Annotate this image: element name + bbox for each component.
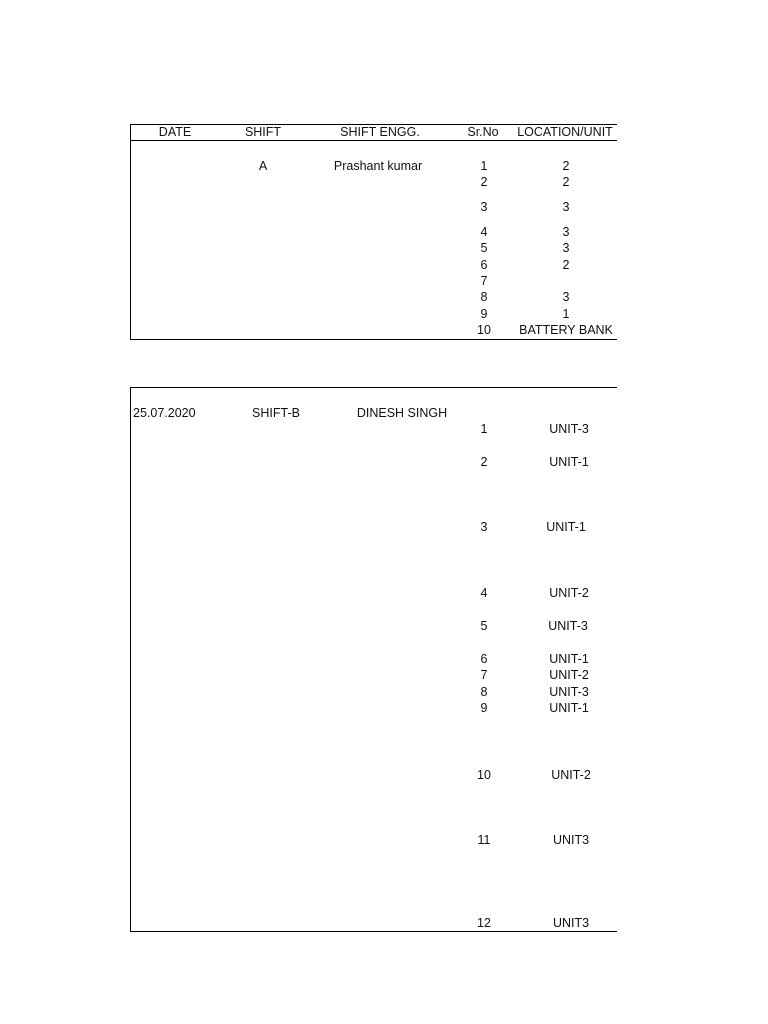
row-srno: 1 <box>480 159 488 173</box>
row-srno: 10 <box>477 323 491 337</box>
row-srno: 2 <box>480 455 488 469</box>
row-srno: 8 <box>480 685 488 699</box>
shift-a-table <box>130 124 617 340</box>
row-srno: 12 <box>477 916 491 930</box>
row-location: UNIT-1 <box>549 652 589 666</box>
row-srno: 9 <box>480 307 488 321</box>
header-date: DATE <box>158 125 192 139</box>
row-srno: 9 <box>480 701 488 715</box>
row-srno: 2 <box>480 175 488 189</box>
row-srno: 6 <box>480 652 488 666</box>
row-srno: 10 <box>477 768 491 782</box>
row-srno: 7 <box>480 274 488 288</box>
row-srno: 11 <box>477 833 491 847</box>
row-srno: 5 <box>480 241 488 255</box>
row-srno: 6 <box>480 258 488 272</box>
engineer-name: DINESH SINGH <box>356 406 448 420</box>
header-shift: SHIFT <box>244 125 282 139</box>
row-location: UNIT-2 <box>549 586 589 600</box>
header-srno: Sr.No <box>467 125 499 139</box>
row-location: UNIT3 <box>552 833 590 847</box>
row-location: 2 <box>562 175 570 189</box>
row-srno: 8 <box>480 290 488 304</box>
row-location: 2 <box>562 258 570 272</box>
shift-b-table <box>130 387 617 932</box>
row-location: UNIT-1 <box>549 455 589 469</box>
row-location: 1 <box>562 307 570 321</box>
row-srno: 5 <box>480 619 488 633</box>
row-srno: 4 <box>480 586 488 600</box>
row-location: BATTERY BANK <box>519 323 613 337</box>
row-location: UNIT-2 <box>549 668 589 682</box>
row-location: UNIT-2 <box>551 768 591 782</box>
row-location: UNIT-3 <box>548 619 588 633</box>
row-location: 3 <box>562 290 570 304</box>
shift-value: A <box>258 159 268 173</box>
row-location: 3 <box>562 241 570 255</box>
engineer-name: Prashant kumar <box>333 159 423 173</box>
shift-value: SHIFT-B <box>252 406 300 420</box>
row-location: UNIT-1 <box>549 701 589 715</box>
row-srno: 1 <box>480 422 488 436</box>
header-shift-engg: SHIFT ENGG. <box>340 125 420 139</box>
row-location: 2 <box>562 159 570 173</box>
row-srno: 3 <box>480 520 488 534</box>
date-value: 25.07.2020 <box>133 406 196 420</box>
header-location: LOCATION/UNIT <box>517 125 613 139</box>
row-location: UNIT-3 <box>549 685 589 699</box>
row-location: 3 <box>562 225 570 239</box>
row-srno: 3 <box>480 200 488 214</box>
row-location: UNIT3 <box>552 916 590 930</box>
row-srno: 7 <box>480 668 488 682</box>
row-location: 3 <box>562 200 570 214</box>
row-location: UNIT-1 <box>546 520 586 534</box>
header-divider <box>131 140 617 141</box>
row-srno: 4 <box>480 225 488 239</box>
row-location: UNIT-3 <box>549 422 589 436</box>
